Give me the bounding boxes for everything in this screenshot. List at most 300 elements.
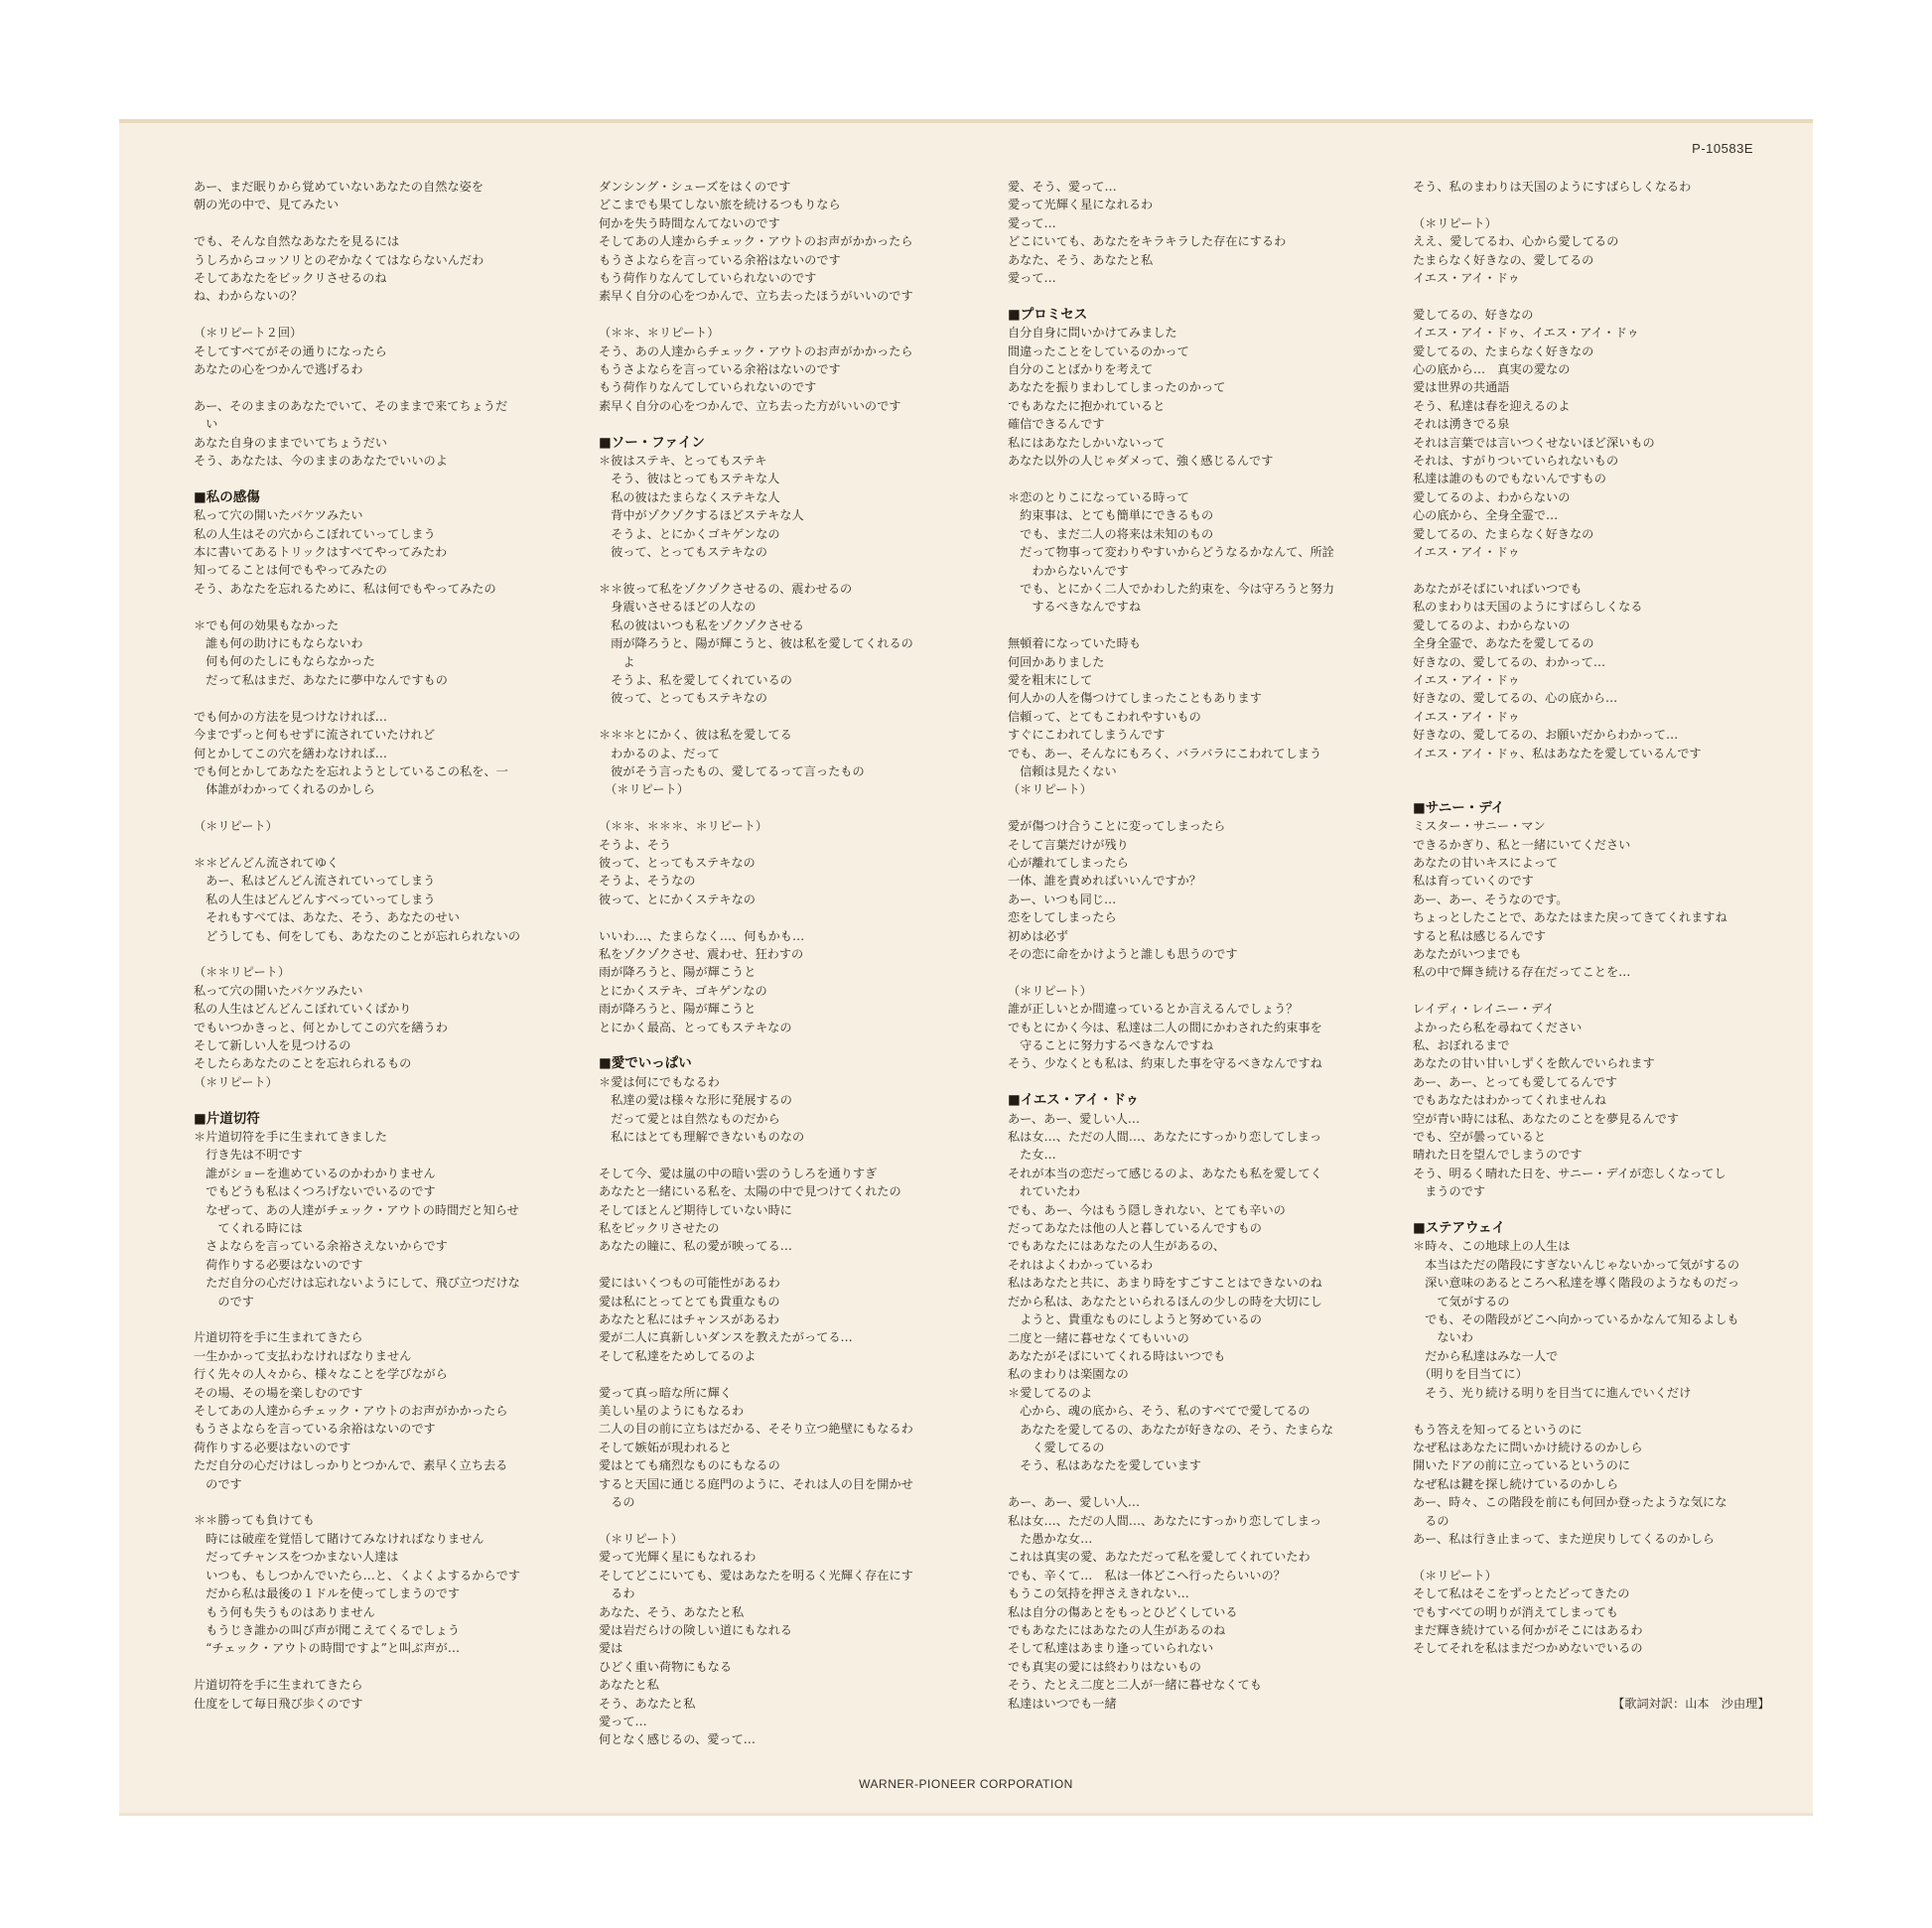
lyric-line: あー、私は行き止まって、また逆戻りしてくるのかしら xyxy=(1413,1531,1715,1546)
lyric-line: 本に書いてあるトリックはすべてやってみたわ xyxy=(194,545,448,560)
lyric-line: 愛は xyxy=(599,1641,623,1656)
blank-line xyxy=(194,1493,596,1511)
lyric-line: 愛はとても痛烈なものにもなるの xyxy=(599,1458,780,1473)
blank-line xyxy=(1413,562,1815,580)
lyric-line: （＊リピート） xyxy=(1413,215,1497,230)
lyric-line: い xyxy=(194,417,218,432)
lyric-line: だって私はまだ、あなたに夢中なんですもの xyxy=(194,672,448,687)
lyric-line: そう、私のまわりは天国のようにすばらしくなるわ xyxy=(1413,180,1692,194)
lyric-line: ちょっとしたことで、あなたはまた戻ってきてくれますね xyxy=(1413,910,1727,925)
lyric-line: るわ xyxy=(599,1586,635,1601)
lyric-line: それは言葉では言いつくせないほど深いもの xyxy=(1413,435,1655,450)
lyric-line: （明りを目当てに） xyxy=(1413,1367,1528,1382)
lyric-line: あー、まだ眠りから覚めていないあなたの自然な姿を xyxy=(194,180,484,194)
lyric-line: そしてすべてがその通りになったら xyxy=(194,344,387,358)
lyric-line: そしてあの人達からチェック・アウトのお声がかかったら xyxy=(194,1404,508,1419)
lyric-line: 私って穴の開いたバケツみたい xyxy=(194,983,363,998)
lyric-line: 私は育っていくのです xyxy=(1413,874,1534,889)
lyric-line: そしてあなたをビックリさせるのね xyxy=(194,271,387,286)
lyric-line: ただ自分の心だけはしっかりとつかんで、素早く立ち去る xyxy=(194,1458,508,1473)
lyric-line: ＊＊勝っても負けても xyxy=(194,1513,315,1528)
lyric-line: でも、あー、今はもう隠しきれない、とても辛いの xyxy=(1008,1202,1286,1217)
lyric-line: てくれる時には xyxy=(194,1221,303,1235)
lyric-line: 彼って、とってもステキなの xyxy=(599,545,767,560)
blank-line xyxy=(599,415,1001,433)
lyric-line: そしてどこにいても、愛はあなたを明るく光輝く存在にす xyxy=(599,1568,913,1583)
lyric-line: （＊リピート） xyxy=(1008,782,1092,797)
lyric-line: あなたを振りまわしてしまったのかって xyxy=(1008,380,1226,395)
lyric-line: だから私達はみな一人で xyxy=(1413,1348,1559,1363)
lyric-line: ＊時々、この地球上の人生は xyxy=(1413,1239,1571,1254)
lyric-line: 素早く自分の心をつかんで、立ち去ったほうがいいのです xyxy=(599,289,913,304)
lyric-line: でもとにかく今は、私達は二人の間にかわされた約束事を xyxy=(1008,1020,1322,1034)
lyric-line: でも、まだ二人の将来は未知のもの xyxy=(1008,526,1214,541)
lyric-line: 何かを失う時間なんてないのです xyxy=(599,215,780,230)
blank-line xyxy=(599,908,1001,926)
lyric-line: だってチャンスをつかまない人達は xyxy=(194,1550,399,1565)
lyric-line: もうさよならを言っている余裕はないのです xyxy=(599,252,841,267)
lyric-line: でも、とにかく二人でかわした約束を、今は守ろうと努力 xyxy=(1008,581,1335,596)
lyric-line: そう、少なくとも私は、約束した事を守るべきなんですね xyxy=(1008,1056,1322,1071)
lyric-line: 二人の目の前に立ちはだかる、そそり立つ絶壁にもなるわ xyxy=(599,1422,913,1437)
lyric-line: 私達はいつでも一緒 xyxy=(1008,1696,1117,1711)
lyric-line: ただ自分の心だけは忘れないようにして、飛び立つだけな xyxy=(194,1276,520,1291)
lyric-line: 私のまわりは楽園なの xyxy=(1008,1367,1129,1382)
lyric-line: 何となく感じるの、愛って… xyxy=(599,1732,756,1747)
lyric-line: そう、光り続ける明りを目当てに進んでいくだけ xyxy=(1413,1385,1692,1400)
lyric-line: 私達は誰のものでもないんですもの xyxy=(1413,472,1606,486)
lyric-line: まうのです xyxy=(1413,1184,1486,1199)
lyric-line: もうさよならを言っている余裕はないのです xyxy=(599,362,841,377)
song-title: ■プロミセス xyxy=(1008,306,1088,323)
lyric-line: ＊片道切符を手に生まれてきました xyxy=(194,1129,387,1144)
lyric-line: あー、時々、この階段を前にも何回か登ったような気にな xyxy=(1413,1495,1727,1510)
song-title: ■サニー・デイ xyxy=(1413,799,1505,816)
lyric-line: 愛って… xyxy=(1008,215,1056,230)
blank-line xyxy=(194,378,596,396)
lyric-line: 雨が降ろうと、陽が輝こうと xyxy=(599,1002,757,1017)
lyric-line: （＊リピート） xyxy=(194,819,278,834)
lyric-line: 私は女…、ただの人間…、あなたにすっかり恋してしまっ xyxy=(1008,1130,1322,1145)
lyric-line: 愛してるの、たまらなく好きなの xyxy=(1413,344,1594,358)
lyric-line: あなた以外の人じゃダメって、強く感じるんです xyxy=(1008,454,1274,469)
lyric-line: 愛って真っ暗な所に輝く xyxy=(599,1385,733,1400)
lyric-line: 一体、誰を責めればいいんですか？ xyxy=(1008,874,1201,889)
lyric-line: 私達の愛は様々な形に発展するの xyxy=(599,1093,792,1108)
lyric-line: 私はあなたと共に、あまり時をすごすことはできないのね xyxy=(1008,1276,1322,1291)
lyric-line: そうよ、そうなの xyxy=(599,874,696,889)
lyric-line: た女… xyxy=(1008,1148,1056,1163)
lyric-line: そう、私達は春を迎えるのよ xyxy=(1413,398,1571,413)
lyric-line: ＊愛してるのよ xyxy=(1008,1385,1093,1400)
song-title: ■ソー・ファイン xyxy=(599,434,705,451)
blank-line xyxy=(599,562,1001,580)
lyric-line: 二度と一緒に暮せなくてもいいの xyxy=(1008,1330,1189,1345)
lyric-line: イエス・アイ・ドゥ xyxy=(1413,672,1520,687)
lyric-line: とにかくステキ、ゴキゲンなの xyxy=(599,983,767,998)
lyric-line: ダンシング・シューズをはくのです xyxy=(599,180,791,194)
lyric-line: ＊でも何の効果もなかった xyxy=(194,618,340,632)
blank-line xyxy=(599,306,1001,324)
lyric-line: あー、あー、とっても愛してるんです xyxy=(1413,1074,1617,1089)
lyric-line: 愛してるのよ、わからないの xyxy=(1413,489,1571,504)
lyric-line: 愛って… xyxy=(599,1714,647,1728)
lyric-line: 雨が降ろうと、陽が輝こうと xyxy=(599,965,757,980)
blank-line xyxy=(1413,1402,1815,1420)
lyric-line: 私の人生はどんどんすべっていってしまう xyxy=(194,892,436,906)
blank-line xyxy=(1008,963,1410,981)
lyric-line: 愛にはいくつもの可能性があるわ xyxy=(599,1276,780,1291)
lyric-line: るの xyxy=(1413,1513,1449,1528)
lyric-line: そう、あなたを忘れるために、私は何でもやってみたの xyxy=(194,581,496,596)
lyric-line: 美しい星のようにもなるわ xyxy=(599,1404,745,1419)
lyric-line: “チェック・アウトの時間ですよ”と叫ぶ声が… xyxy=(194,1641,461,1656)
blank-line xyxy=(194,689,596,707)
blank-line xyxy=(1413,1658,1815,1676)
lyric-line: でもあなたにはあなたの人生があるのね xyxy=(1008,1622,1226,1637)
lyric-line: もうこの気持を押さえきれない… xyxy=(1008,1586,1189,1601)
blank-line xyxy=(1413,762,1815,780)
lyric-line: 一生かかって支払わなければなりません xyxy=(194,1348,412,1363)
blank-line xyxy=(1008,617,1410,634)
lyric-line: その場、その場を楽しむのです xyxy=(194,1385,363,1400)
lyric-line: どこにいても、あなたをキラキラした存在にするわ xyxy=(1008,234,1287,249)
lyric-line: だって物事って変わりやすいからどうなるかなんて、所詮 xyxy=(1008,545,1334,560)
lyric-line: 好きなの、愛してるの、わかって… xyxy=(1413,654,1606,669)
lyric-line: すると天国に通じる庭門のように、それは人の目を開かせ xyxy=(599,1476,913,1491)
lyric-line: 何回かありました xyxy=(1008,654,1105,669)
lyric-line: だってあなたは他の人と暮しているんですもの xyxy=(1008,1221,1262,1236)
lyric-line: 身震いさせるほどの人なの xyxy=(599,600,757,615)
lyric-line: そう、私はあなたを愛しています xyxy=(1008,1458,1201,1473)
lyric-line: でも何とかしてあなたを忘れようとしているこの私を、一 xyxy=(194,763,508,778)
lyric-line: でもあなたにはあなたの人生があるの、 xyxy=(1008,1239,1225,1254)
lyric-line: のです xyxy=(194,1476,242,1491)
lyric-line: 【歌詞対訳：山本 沙由理】 xyxy=(1413,1696,1770,1711)
lyric-line: あー、あー、愛しい人… xyxy=(1008,1111,1141,1126)
lyric-line: もう荷作りなんてしていられないのです xyxy=(599,380,817,395)
lyric-line: もう何も失うものはありません xyxy=(194,1604,375,1619)
lyric-line: すぐにこわれてしまうんです xyxy=(1008,728,1166,743)
lyric-line: どうしても、何をしても、あなたのことが忘れられないの xyxy=(194,928,521,943)
lyric-line: 深い意味のあるところへ私達を導く階段のようなものだっ xyxy=(1413,1276,1740,1291)
lyric-line: 時には破産を覚悟して賭けてみなければなりません xyxy=(194,1531,484,1546)
lyric-line: 私の中で輝き続ける存在だってことを… xyxy=(1413,965,1631,980)
lyric-line: そして私達はあまり逢っていられない xyxy=(1008,1641,1214,1656)
lyric-line: 無頓着になっていた時も xyxy=(1008,636,1142,651)
lyric-line: よかったら私を尋ねてください xyxy=(1413,1020,1583,1034)
lyric-line: そしたらあなたのことを忘れられるもの xyxy=(194,1056,412,1071)
lyric-line: あなたがいつまでも xyxy=(1413,946,1522,961)
lyric-line: 全身全霊で、あなたを愛してるの xyxy=(1413,636,1594,651)
lyric-line: （＊リピート） xyxy=(599,782,689,797)
lyric-line: そう、明るく晴れた日を、サニー・デイが恋しくなってし xyxy=(1413,1166,1726,1180)
lyric-line: あー、そのままのあなたでいて、そのままで来てちょうだ xyxy=(194,398,508,413)
lyric-line: 愛って… xyxy=(1008,271,1056,286)
blank-line xyxy=(194,799,596,817)
lyric-line: （＊＊リピート） xyxy=(194,965,291,980)
lyric-line: 信頼は見たくない xyxy=(1008,763,1117,778)
lyric-line: あなたの甘いキスによって xyxy=(1413,855,1559,870)
lyric-line: 彼がそう言ったもの、愛してるって言ったもの xyxy=(599,763,865,778)
lyric-line: うしろからコッソリとのぞかなくてはならないんだわ xyxy=(194,252,484,267)
lyric-line: 好きなの、愛してるの、お願いだからわかって… xyxy=(1413,728,1679,743)
lyric-line: でも、そんな自然なあなたを見るには xyxy=(194,234,400,249)
lyric-line: よ xyxy=(599,654,635,669)
lyric-line: だって愛とは自然なものだから xyxy=(599,1111,780,1126)
blank-line xyxy=(599,799,1001,817)
lyric-line: もうじき誰かの叫び声が聞こえてくるでしょう xyxy=(194,1622,461,1637)
blank-line xyxy=(1008,1475,1410,1493)
lyric-line: 愛が傷つけ合うことに変ってしまったら xyxy=(1008,819,1226,834)
lyric-line: 彼って、とってもステキなの xyxy=(599,691,767,706)
lyric-line: 自分のことばかりを考えて xyxy=(1008,362,1154,377)
song-title: ■ステアウェイ xyxy=(1413,1220,1505,1237)
lyric-line: それが本当の恋だって感じるのよ、あなたも私を愛してく xyxy=(1008,1166,1322,1180)
lyric-line: そう、彼はとってもステキな人 xyxy=(599,472,780,486)
lyric-line: 彼って、とってもステキなの xyxy=(599,855,756,870)
lyric-line: そして私達をためしてるのよ xyxy=(599,1348,757,1363)
lyric-line: それもすべては、あなた、そう、あなたのせい xyxy=(194,910,460,925)
lyric-line: そう、あの人達からチェック・アウトのお声がかかったら xyxy=(599,344,913,358)
lyric-line: なぜ私はあなたに問いかけ続けるのかしら xyxy=(1413,1440,1643,1454)
lyric-line: なぜって、あの人達がチェック・アウトの時間だと知らせ xyxy=(194,1202,519,1217)
lyric-line: 何も何のたしにもならなかった xyxy=(194,654,375,669)
lyric-line: その恋に命をかけようと誰しも思うのです xyxy=(1008,947,1238,961)
lyric-line: （＊リピート２回） xyxy=(194,326,303,341)
lyric-line: わかるのよ、だって xyxy=(599,746,720,760)
lyric-line: た愚かな女… xyxy=(1008,1531,1093,1546)
song-title: ■私の感傷 xyxy=(194,488,260,505)
blank-line xyxy=(194,214,596,232)
lyric-line: そう、たとえ二度と二人が一緒に暮せなくても xyxy=(1008,1678,1262,1693)
lyric-line: ミスター・サニー・マン xyxy=(1413,819,1546,834)
lyric-line: （＊＊、＊リピート） xyxy=(599,326,720,341)
lyric-line: 行く先々の人々から、様々なことを学びながら xyxy=(194,1367,448,1382)
blank-line xyxy=(1413,982,1815,1000)
lyric-line: そしてあの人達からチェック・アウトのお声がかかったら xyxy=(599,234,913,249)
lyric-line: あなたの心をつかんで逃げるわ xyxy=(194,362,363,377)
lyric-sheet xyxy=(119,119,1813,1816)
lyric-line: でも何かの方法を見つけなければ… xyxy=(194,709,387,724)
lyric-line: あー、あー、愛しい人… xyxy=(1008,1495,1141,1510)
blank-line xyxy=(599,1512,1001,1530)
lyric-line: すると私は感じるんです xyxy=(1413,928,1547,943)
lyric-line: ＊愛は何にでもなるわ xyxy=(599,1074,720,1089)
lyric-line: 愛は岩だらけの険しい道にもなれる xyxy=(599,1622,792,1637)
lyric-line: 私の彼はいつも私をゾクゾクさせる xyxy=(599,618,804,632)
lyric-line: 愛を粗末にして xyxy=(1008,672,1093,687)
lyric-line: そしてほとんど期待していない時に xyxy=(599,1202,792,1217)
lyric-line: さよならを言っている余裕さえないからです xyxy=(194,1239,448,1254)
lyric-line: 愛って光輝く星にもなれるわ xyxy=(599,1550,757,1565)
lyric-line: 仕度をして毎日飛び歩くのです xyxy=(194,1696,363,1711)
lyric-line: 片道切符を手に生まれてきたら xyxy=(194,1330,363,1345)
lyric-line: 何とかしてこの穴を繕わなければ… xyxy=(194,746,387,760)
lyric-line: 私、おぼれるまで xyxy=(1413,1038,1510,1052)
lyric-line: るの xyxy=(599,1495,635,1510)
lyric-line: 片道切符を手に生まれてきたら xyxy=(194,1678,363,1693)
lyric-line: イエス・アイ・ドゥ xyxy=(1413,545,1520,560)
lyric-line: もうさよならを言っている余裕はないのです xyxy=(194,1422,436,1437)
lyric-line: ＊＊＊とにかく、彼は私を愛してる xyxy=(599,728,792,743)
lyric-line: 恋をしてしまったら xyxy=(1008,910,1117,925)
lyric-line: 愛って光輝く星になれるわ xyxy=(1008,198,1154,212)
lyric-line: いつも、もしつかんでいたら…と、くよくよするからです xyxy=(194,1568,520,1583)
lyric-line: だから私は最後の１ドルを使ってしまうのです xyxy=(194,1586,461,1601)
lyric-line: それはよくわかっているわ xyxy=(1008,1257,1154,1272)
lyric-line: 愛してるの、好きなの xyxy=(1413,307,1534,322)
lyric-line: でも、その階段がどこへ向かっているかなんて知るよしも xyxy=(1413,1312,1739,1327)
blank-line xyxy=(599,1146,1001,1164)
lyric-line: 誰も何の助けにもならないわ xyxy=(194,636,363,651)
lyric-line: あなたの甘い甘いしずくを飲んでいられます xyxy=(1413,1056,1655,1071)
lyric-line: 初めは必ず xyxy=(1008,928,1068,943)
lyric-line: 私は女…、ただの人間…、あなたにすっかり恋してしまっ xyxy=(1008,1513,1322,1528)
blank-line xyxy=(1413,196,1815,213)
blank-line xyxy=(1008,470,1410,487)
lyric-line: あー、あー、そうなのです。 xyxy=(1413,892,1569,906)
lyric-line: 心から、魂の底から、そう、私のすべてで愛してるの xyxy=(1008,1404,1311,1419)
lyric-line: でもあなたはわかってくれませんね xyxy=(1413,1093,1606,1108)
lyric-line: （＊リピート） xyxy=(599,1531,683,1546)
lyric-line: たまらなく好きなの、愛してるの xyxy=(1413,252,1594,267)
lyric-line: でもどうも私はくつろげないでいるのです xyxy=(194,1184,436,1199)
blank-line xyxy=(194,470,596,487)
blank-line xyxy=(1413,1548,1815,1566)
lyric-line: （＊リピート） xyxy=(1008,983,1092,998)
lyric-line: 開いたドアの前に立っているというのに xyxy=(1413,1458,1631,1473)
lyric-line: でも真実の愛には終わりはないもの xyxy=(1008,1659,1201,1674)
lyric-line: そして今、愛は嵐の中の暗い雲のうしろを通りすぎ xyxy=(599,1166,878,1180)
lyric-line: ええ、愛してるわ、心から愛してるの xyxy=(1413,234,1619,249)
lyric-line: いいわ…、たまらなく…、何もかも… xyxy=(599,928,805,943)
lyric-line: するべきなんですね xyxy=(1008,600,1142,615)
lyric-line: でもすべての明りが消えてしまっても xyxy=(1413,1604,1618,1619)
blank-line xyxy=(194,836,596,854)
lyric-line: でもあなたに抱かれていると xyxy=(1008,398,1166,413)
lyric-line: あなた、そう、あなたと私 xyxy=(599,1604,745,1619)
lyrics-column-4 xyxy=(1413,178,1815,1713)
lyric-line: あなたの瞳に、私の愛が映ってる… xyxy=(599,1239,792,1254)
lyric-line: 好きなの、愛してるの、心の底から… xyxy=(1413,691,1618,706)
lyric-line: 愛は私にとってとても貴重なもの xyxy=(599,1294,780,1308)
lyric-line: 愛してるの、たまらなく好きなの xyxy=(1413,526,1594,541)
blank-line xyxy=(194,1310,596,1328)
lyric-line: 愛が二人に真新しいダンスを教えたがってる… xyxy=(599,1330,853,1345)
blank-line xyxy=(1008,1073,1410,1091)
lyric-line: 確信できるんです xyxy=(1008,417,1105,432)
lyric-line: あなたと私にはチャンスがあるわ xyxy=(599,1312,780,1327)
lyric-line: 心の底から… 真実の愛なの xyxy=(1413,362,1571,377)
lyric-line: イエス・アイ・ドゥ、私はあなたを愛しているんです xyxy=(1413,746,1702,760)
lyric-line: 心が離れてしまったら xyxy=(1008,855,1129,870)
lyric-line: （＊＊、＊＊＊、＊リピート） xyxy=(599,819,768,834)
lyric-line: でも、あー、そんなにもろく、バラバラにこわれてしまう xyxy=(1008,746,1322,760)
lyric-line: イエス・アイ・ドゥ xyxy=(1413,271,1520,286)
lyric-line: 私は自分の傷あとをもっとひどくしている xyxy=(1008,1604,1238,1619)
lyric-line: そして新しい人を見つけるの xyxy=(194,1037,351,1052)
lyrics-column-2 xyxy=(599,178,1001,1749)
publisher-footer: WARNER-PIONEER CORPORATION xyxy=(859,1777,1073,1791)
lyric-line: そう、あなたは、今のままのあなたでいいのよ xyxy=(194,454,448,469)
lyric-line: 心の底から、全身全霊で… xyxy=(1413,508,1559,523)
lyric-line: ＊彼はステキ、とってもステキ xyxy=(599,454,767,469)
lyric-line: あー、私はどんどん流されていってしまう xyxy=(194,874,436,889)
lyric-line: 知ってることは何でもやってみたの xyxy=(194,563,387,578)
lyric-line: （＊リピート） xyxy=(1413,1568,1497,1583)
lyric-line: イエス・アイ・ドゥ xyxy=(1413,709,1520,724)
blank-line xyxy=(194,945,596,963)
lyric-line: 雨が降ろうと、陽が輝こうと、彼は私を愛してくれるの xyxy=(599,636,913,651)
lyric-line: でも、辛くて… 私は一体どこへ行ったらいいの？ xyxy=(1008,1568,1286,1583)
song-title: ■愛でいっぱい xyxy=(599,1055,692,1072)
lyric-line: わからないんです xyxy=(1008,563,1129,578)
lyric-line: 私の彼はたまらなくステキな人 xyxy=(599,489,780,504)
lyric-line: 本当はただの階段にすぎないんじゃないかって気がするの xyxy=(1413,1257,1740,1272)
lyric-line: ようと、貴重なものにしようと努めているの xyxy=(1008,1312,1262,1327)
lyric-line: そうよ、とにかくゴキゲンなの xyxy=(599,526,780,541)
lyric-line: 愛してるのよ、わからないの xyxy=(1413,618,1571,632)
lyric-line: まだ輝き続けている何かがそこにはあるわ xyxy=(1413,1622,1643,1637)
lyric-line: それは湧きでる泉 xyxy=(1413,417,1510,432)
lyric-line: あなたと一緒にいる私を、太陽の中で見つけてくれたの xyxy=(599,1184,901,1199)
lyric-line: 体誰がわかってくれるのかしら xyxy=(194,782,375,797)
song-title: ■片道切符 xyxy=(194,1110,260,1127)
blank-line xyxy=(1413,287,1815,305)
lyric-line: 私のまわりは天国のようにすばらしくなる xyxy=(1413,600,1643,615)
lyric-line: て気がするの xyxy=(1413,1294,1510,1308)
lyric-line: ＊＊彼って私をゾクゾクさせるの、震わせるの xyxy=(599,581,853,596)
lyric-line: 私をゾクゾクさせ、震わせ、狂わすの xyxy=(599,946,804,961)
lyric-line: 私って穴の開いたバケツみたい xyxy=(194,508,363,523)
lyric-line: 空が青い時には私、あなたのことを夢見るんです xyxy=(1413,1111,1680,1126)
lyric-line: そして嫉妬が現われると xyxy=(599,1440,733,1454)
blank-line xyxy=(1008,287,1410,305)
lyric-line: そう、あなたと私 xyxy=(599,1696,696,1711)
lyric-line: あなたがそばにいればいつでも xyxy=(1413,581,1583,596)
lyric-line: そうよ、そう xyxy=(599,837,672,852)
lyric-line: く愛してるの xyxy=(1008,1440,1105,1454)
lyric-line: できるかぎり、私と一緒にいてください xyxy=(1413,837,1631,852)
blank-line xyxy=(599,1365,1001,1383)
lyric-line: 朝の光の中で、見てみたい xyxy=(194,198,340,212)
lyric-line: （＊リピート） xyxy=(194,1074,278,1089)
lyric-line: イエス・アイ・ドゥ、イエス・アイ・ドゥ xyxy=(1413,326,1639,341)
blank-line xyxy=(1008,799,1410,817)
lyric-line: 私にはあなたしかいないって xyxy=(1008,435,1166,450)
lyric-line: どこまでも果てしない旅を続けるつもりなら xyxy=(599,198,841,212)
lyric-line: 荷作りする必要はないのです xyxy=(194,1440,351,1454)
lyric-line: でもいつかきっと、何とかしてこの穴を繕うわ xyxy=(194,1020,448,1034)
lyric-line: 愛は世界の共通語 xyxy=(1413,380,1510,395)
lyric-line: 私の人生はその穴からこぼれていってしまう xyxy=(194,526,436,541)
blank-line xyxy=(194,598,596,616)
lyric-line: あー、いつも同じ… xyxy=(1008,892,1117,906)
song-title: ■イエス・アイ・ドゥ xyxy=(1008,1092,1140,1109)
lyric-line: とにかく最高、とってもステキなの xyxy=(599,1020,792,1034)
lyric-line: 今までずっと何もせずに流されていたけれど xyxy=(194,728,436,743)
blank-line xyxy=(1413,1676,1815,1694)
lyrics-column-3 xyxy=(1008,178,1410,1713)
lyrics-column-1 xyxy=(194,178,596,1713)
blank-line xyxy=(1413,1201,1815,1219)
lyric-line: 何人かの人を傷つけてしまったこともあります xyxy=(1008,691,1262,706)
lyric-line: 彼って、とにかくステキなの xyxy=(599,892,756,906)
lyric-line: 晴れた日を望んでしまうのです xyxy=(1413,1148,1583,1163)
lyric-line: 間違ったことをしているのかって xyxy=(1008,344,1189,358)
lyric-line: あなた自身のままでいてちょうだい xyxy=(194,435,387,450)
